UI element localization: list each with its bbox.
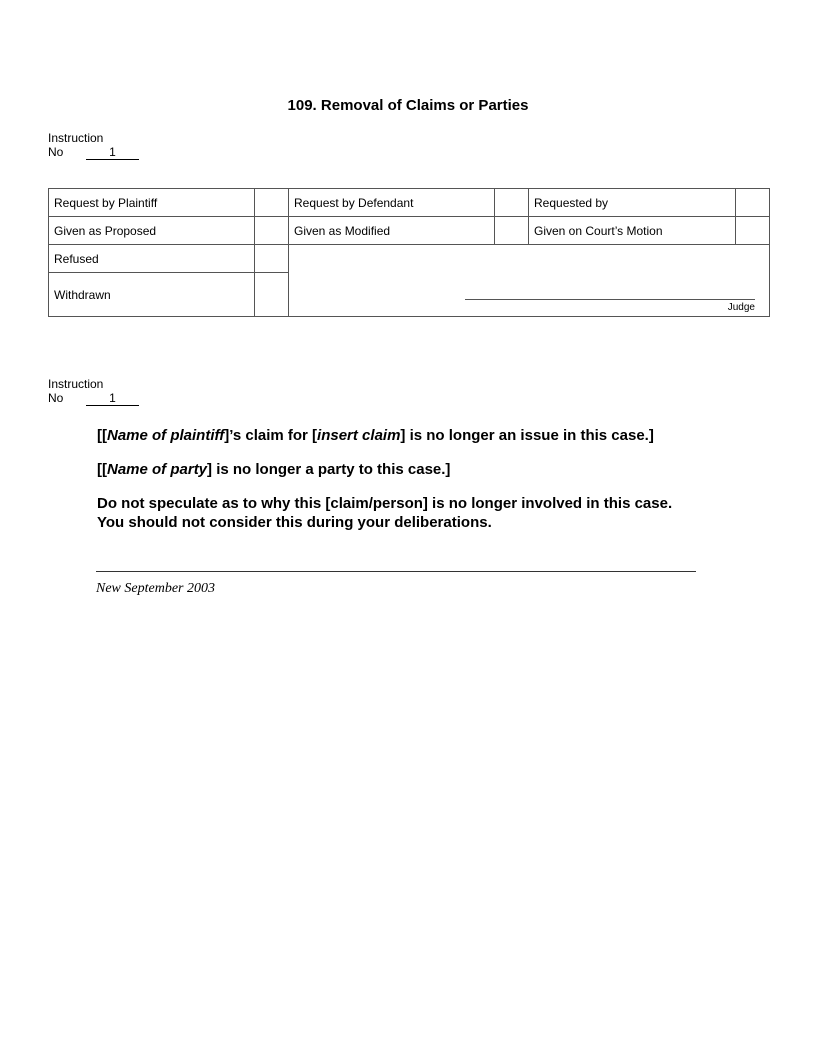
request-by-plaintiff-label: Request by Plaintiff (49, 189, 255, 217)
refused-label: Refused (49, 245, 255, 273)
judge-signature-area (289, 245, 770, 317)
withdrawn-checkbox[interactable] (255, 273, 289, 317)
given-as-proposed-checkbox[interactable] (255, 217, 289, 245)
request-by-defendant-checkbox[interactable] (495, 189, 529, 217)
judge-signature-line[interactable] (465, 299, 755, 300)
judge-label: Judge (727, 302, 755, 313)
instruction-no-value-2[interactable]: 1 (86, 391, 139, 406)
given-on-courts-motion-label: Given on Court’s Motion (529, 217, 736, 245)
instruction-no-label: No (48, 145, 64, 159)
withdrawn-label: Withdrawn (49, 273, 255, 317)
request-by-plaintiff-checkbox[interactable] (255, 189, 289, 217)
instruction-number-block-2 (48, 377, 139, 406)
claim-placeholder: insert claim (317, 427, 401, 444)
paragraph-party-removed: [[Name of party] is no longer a party to this case.] (97, 461, 451, 478)
request-by-defendant-label: Request by Defendant (289, 189, 495, 217)
instruction-number-block (48, 131, 139, 160)
given-as-modified-label: Given as Modified (289, 217, 495, 245)
page-title: 109. Removal of Claims or Parties (287, 97, 529, 114)
given-on-courts-motion-checkbox[interactable] (736, 217, 770, 245)
instruction-body (97, 426, 737, 547)
revision-note: New September 2003 (96, 581, 215, 596)
instruction-label: Instruction (48, 131, 104, 145)
instruction-no-label-2: No (48, 391, 64, 405)
instruction-status-grid (48, 188, 770, 317)
given-as-modified-checkbox[interactable] (495, 217, 529, 245)
instruction-label-2: Instruction (48, 377, 104, 391)
footer-divider (96, 571, 696, 572)
requested-by-checkbox[interactable] (736, 189, 770, 217)
paragraph-claim-removed: [[Name of plaintiff]’s claim for [insert claim] is no longer an issue in this case.] (97, 427, 654, 444)
instruction-no-value[interactable]: 1 (86, 145, 139, 160)
requested-by-label: Requested by (529, 189, 736, 217)
party-placeholder: Name of party (107, 461, 208, 478)
plaintiff-placeholder: Name of plaintiff (107, 427, 225, 444)
given-as-proposed-label: Given as Proposed (49, 217, 255, 245)
paragraph-do-not-speculate: Do not speculate as to why this [claim/person] is no longer involved in this case. You should not consider this during your deliberations. (97, 495, 673, 531)
refused-checkbox[interactable] (255, 245, 289, 273)
